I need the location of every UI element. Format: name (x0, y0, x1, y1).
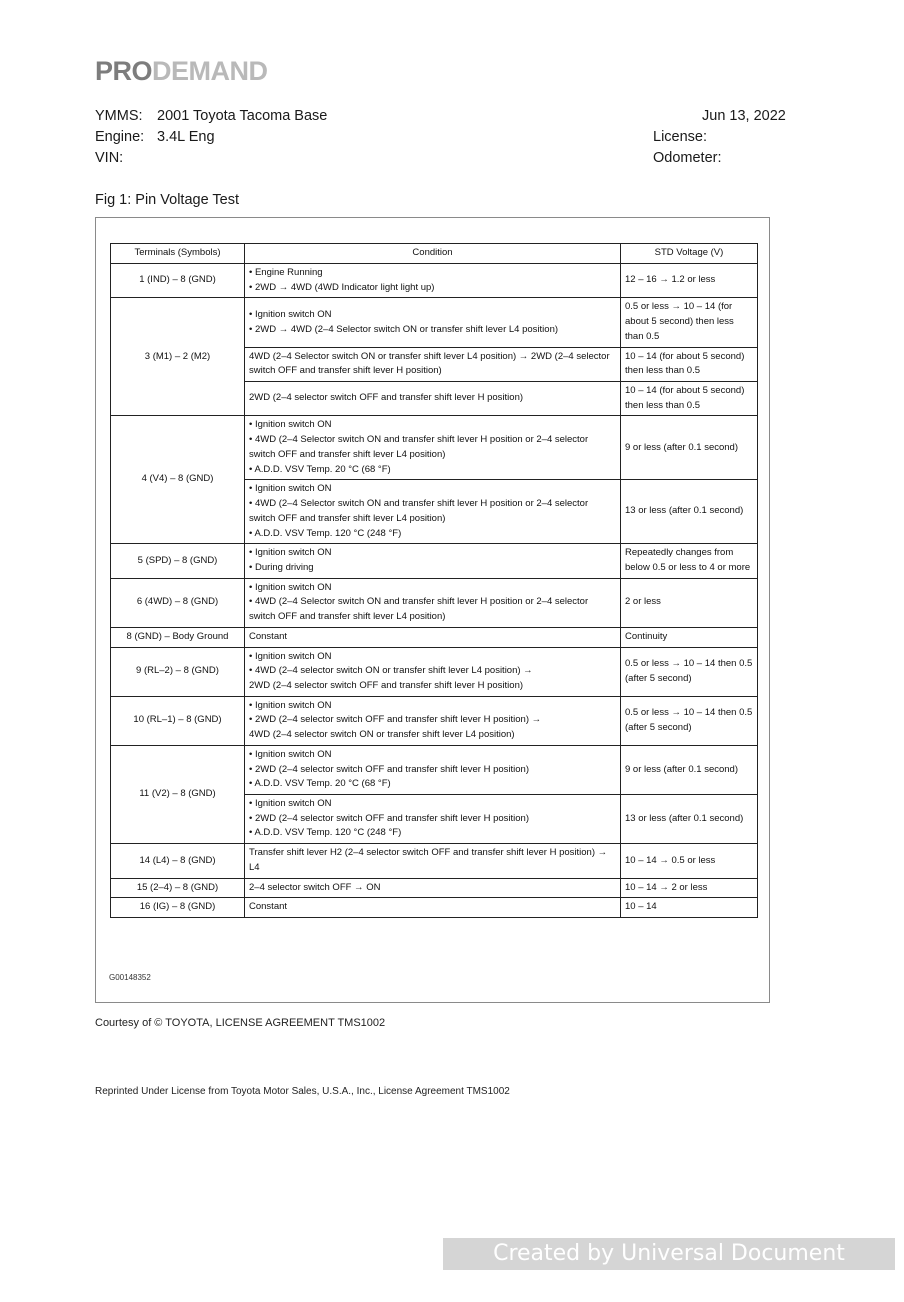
condition-line: • Ignition switch ON (249, 308, 332, 320)
condition-line: • 4WD (2–4 Selector switch ON and transfer shift lever H position or 2–4 selector switch OFF and transfer shift lever L4 position) (249, 434, 589, 460)
condition-line: • A.D.D. VSV Temp. 20 °C (68 °F) (249, 778, 391, 790)
terminal-cell: 10 (RL–1) – 8 (GND) (111, 696, 245, 745)
condition-line: • 2WD (2–4 selector switch OFF and transfer shift lever H position) (249, 812, 529, 824)
condition-cell (245, 544, 621, 578)
condition-line: 2–4 selector switch OFF → ON (249, 881, 381, 893)
condition-line: • Ignition switch ON (249, 547, 332, 559)
figure-title: Fig 1: Pin Voltage Test (95, 192, 240, 208)
condition-line: • 2WD → 4WD (4WD Indicator light light up) (249, 281, 435, 293)
condition-line: • 2WD (2–4 selector switch OFF and transfer shift lever H position) (249, 763, 529, 775)
condition-line: • 4WD (2–4 Selector switch ON and transfer shift lever H position or 2–4 selector switch OFF and transfer shift lever L4 position) (249, 596, 589, 623)
voltage-cell: 2 or less (621, 578, 758, 627)
ymms-value: 2001 Toyota Tacoma Base (157, 108, 328, 124)
table-row (111, 544, 758, 578)
terminal-cell: 14 (L4) – 8 (GND) (111, 844, 245, 878)
table-row (111, 844, 758, 878)
condition-cell (245, 480, 621, 544)
terminal-cell: 15 (2–4) – 8 (GND) (111, 878, 245, 898)
terminal-cell: 8 (GND) – Body Ground (111, 627, 245, 647)
header-terminals: Terminals (Symbols) (111, 244, 245, 264)
voltage-cell: 10 – 14 (for about 5 second) then less than 0.5 (621, 347, 758, 381)
terminal-cell: 11 (V2) – 8 (GND) (111, 745, 245, 843)
condition-line: Transfer shift lever H2 (2–4 selector switch OFF and transfer shift lever H position) → L4 (249, 847, 608, 873)
condition-line: 2WD (2–4 selector switch OFF and transfer shift lever H position) (249, 679, 524, 691)
condition-line: • Ignition switch ON (249, 483, 332, 495)
voltage-cell: 13 or less (after 0.1 second) (621, 480, 758, 544)
condition-line: • Ignition switch ON (249, 419, 332, 431)
terminal-cell: 1 (IND) – 8 (GND) (111, 264, 245, 298)
table-row (111, 696, 758, 745)
ymms-line (95, 108, 327, 124)
terminal-cell: 5 (SPD) – 8 (GND) (111, 544, 245, 578)
table-row (111, 578, 758, 627)
engine-line (95, 129, 215, 145)
table-row (111, 627, 758, 647)
condition-cell (245, 578, 621, 627)
terminal-cell: 4 (V4) – 8 (GND) (111, 416, 245, 544)
pin-voltage-table (110, 243, 758, 918)
figure-code: G00148352 (109, 973, 151, 982)
voltage-cell: 13 or less (after 0.1 second) (621, 795, 758, 844)
condition-line: 4WD (2–4 Selector switch ON or transfer shift lever L4 position) → 2WD (2–4 selector switch OFF and transfer shift lever H position) (249, 350, 610, 377)
condition-cell (245, 898, 621, 918)
terminal-cell: 9 (RL–2) – 8 (GND) (111, 647, 245, 696)
table-row (111, 878, 758, 898)
table-row (111, 647, 758, 696)
voltage-cell: 10 – 14 → 2 or less (621, 878, 758, 898)
voltage-cell: Repeatedly changes from below 0.5 or less to 4 or more (621, 544, 758, 578)
condition-line: 2WD (2–4 selector switch OFF and transfer shift lever H position) (249, 392, 524, 404)
license-line (653, 129, 707, 145)
report-date: Jun 13, 2022 (702, 108, 786, 124)
condition-cell (245, 382, 621, 416)
condition-line: • Ignition switch ON (249, 748, 332, 760)
table-row (111, 264, 758, 298)
condition-cell (245, 264, 621, 298)
voltage-cell: Continuity (621, 627, 758, 647)
condition-line: • A.D.D. VSV Temp. 120 °C (248 °F) (249, 827, 402, 839)
condition-line: • 2WD (2–4 selector switch OFF and transfer shift lever H position) → (249, 714, 542, 726)
header-condition: Condition (245, 244, 621, 264)
condition-cell (245, 745, 621, 794)
condition-cell (245, 878, 621, 898)
voltage-cell: 9 or less (after 0.1 second) (621, 745, 758, 794)
condition-cell (245, 647, 621, 696)
figure-frame (95, 217, 770, 1003)
reprint-note: Reprinted Under License from Toyota Motor Sales, U.S.A., Inc., License Agreement TMS1002 (95, 1086, 510, 1097)
condition-line: • Ignition switch ON (249, 581, 332, 593)
condition-line: • 4WD (2–4 selector switch ON or transfer shift lever L4 position) → (249, 665, 533, 677)
table-row (111, 898, 758, 918)
condition-cell (245, 844, 621, 878)
table-row (111, 298, 758, 347)
condition-line: • Engine Running (249, 267, 323, 278)
condition-line: Constant (249, 901, 288, 913)
license-label: License: (653, 129, 708, 145)
condition-line: • Ignition switch ON (249, 798, 332, 809)
condition-line: • 2WD → 4WD (2–4 Selector switch ON or transfer shift lever L4 position) (249, 323, 559, 335)
condition-line: • Ignition switch ON (249, 650, 332, 662)
condition-cell (245, 627, 621, 647)
voltage-cell: 0.5 or less → 10 – 14 (for about 5 second) then less than 0.5 (621, 298, 758, 347)
condition-cell (245, 795, 621, 844)
table-row (111, 416, 758, 480)
voltage-cell: 0.5 or less → 10 – 14 then 0.5 (after 5 second) (621, 647, 758, 696)
voltage-cell: 12 – 16 → 1.2 or less (621, 264, 758, 298)
voltage-cell: 9 or less (after 0.1 second) (621, 416, 758, 480)
terminal-cell: 3 (M1) – 2 (M2) (111, 298, 245, 416)
header-voltage: STD Voltage (V) (621, 244, 758, 264)
terminal-cell: 6 (4WD) – 8 (GND) (111, 578, 245, 627)
ymms-label: YMMS: (95, 108, 143, 124)
engine-label: Engine: (95, 129, 145, 145)
converter-watermark: Created by Universal Document Converter (443, 1238, 895, 1270)
condition-line: • During driving (249, 561, 314, 573)
condition-line: • Ignition switch ON (249, 699, 332, 711)
table-header-row (111, 244, 758, 264)
courtesy-note: Courtesy of © TOYOTA, LICENSE AGREEMENT TMS1002 (95, 1017, 386, 1029)
vin-line (95, 150, 157, 166)
condition-line: • 4WD (2–4 Selector switch ON and transfer shift lever H position or 2–4 selector switch OFF and transfer shift lever L4 position) (249, 498, 589, 524)
condition-line: • A.D.D. VSV Temp. 120 °C (248 °F) (249, 527, 402, 539)
vin-label: VIN: (95, 150, 124, 166)
prodemand-logo: PRODEMAND (95, 56, 268, 86)
condition-cell (245, 347, 621, 381)
condition-line: 4WD (2–4 selector switch ON or transfer shift lever L4 position) (249, 729, 515, 741)
odometer-line (653, 150, 722, 166)
terminal-cell: 16 (IG) – 8 (GND) (111, 898, 245, 918)
voltage-cell: 10 – 14 (for about 5 second) then less than 0.5 (621, 382, 758, 416)
voltage-cell: 10 – 14 → 0.5 or less (621, 844, 758, 878)
table-body (111, 264, 758, 918)
voltage-cell: 0.5 or less → 10 – 14 then 0.5 (after 5 second) (621, 696, 758, 745)
engine-value: 3.4L Eng (157, 129, 215, 145)
condition-cell (245, 696, 621, 745)
condition-cell (245, 298, 621, 347)
odometer-label: Odometer: (653, 150, 722, 166)
condition-line: Constant (249, 630, 288, 642)
condition-line: • A.D.D. VSV Temp. 20 °C (68 °F) (249, 463, 391, 475)
voltage-cell: 10 – 14 (621, 898, 758, 918)
table-row (111, 745, 758, 794)
condition-cell (245, 416, 621, 480)
